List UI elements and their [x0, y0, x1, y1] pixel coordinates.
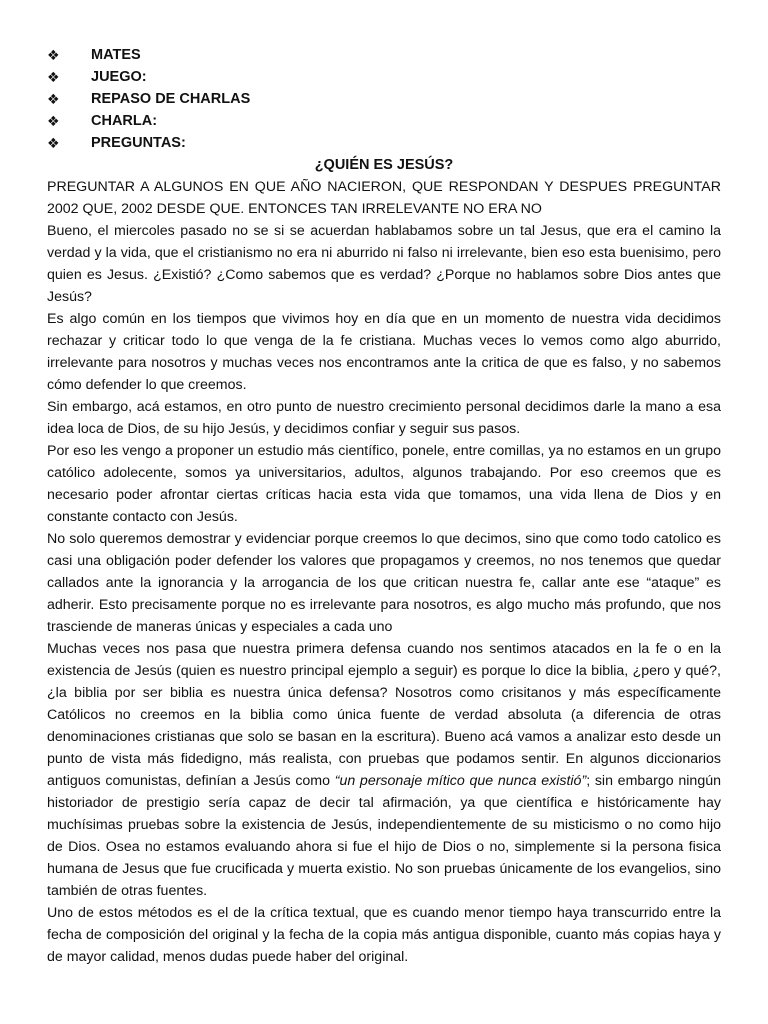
- outline-item-label: MATES: [91, 47, 141, 63]
- four-diamond-bullet-icon: ❖: [47, 113, 60, 129]
- four-diamond-bullet-icon: ❖: [47, 91, 60, 107]
- paragraph: No solo queremos demostrar y evidenciar porque creemos lo que decimos, sino que como todo catolico es casi una obligación poder defender los valores que propagamos y creemos, no nos tenemos que quedar callados ante la ignorancia y la arrogancia de los que critican nuestra fe, callar ante ese “ataque” es adherir. Esto precisamente porque no es irrelevante para nosotros, es algo mucho más profundo, que nos trasciende de maneras únicas y especiales a cada uno: [47, 531, 721, 635]
- outline-list: [47, 44, 721, 154]
- italic-quote: “un personaje mítico que nunca existió”: [334, 773, 587, 789]
- outline-item-charla: [47, 110, 721, 132]
- document-page: [47, 44, 721, 968]
- paragraph-with-quote: [47, 638, 721, 902]
- four-diamond-bullet-icon: ❖: [47, 47, 60, 63]
- four-diamond-bullet-icon: ❖: [47, 69, 60, 85]
- outline-item-label: CHARLA:: [91, 113, 158, 129]
- paragraph-text-start: Muchas veces nos pasa que nuestra primera defensa cuando nos sentimos atacados en la fe o en la existencia de Jesús (quien es nuestro principal ejemplo a seguir) es porque lo dice la biblia, ¿pero y qué?, ¿la biblia por ser biblia es nuestra única defensa? Nosotros como crisitanos y más específicamente Católicos no creemos en la biblia como única fuente de verdad absoluta (a diferencia de otras denominaciones cristianas que solo se basan en la escritura). Bueno acá vamos a analizar esto desde un punto de vista más fidedigno, más realista, con pruebas que podamos sentir. En algunos diccionarios antiguos comunistas, definían a Jesús como: [47, 641, 721, 789]
- outline-item-preguntas: [47, 132, 721, 154]
- outline-item-label: PREGUNTAS:: [91, 135, 186, 151]
- outline-item-label: JUEGO:: [91, 69, 147, 85]
- four-diamond-bullet-icon: ❖: [47, 135, 60, 151]
- paragraph-text-end: ; sin embargo ningún historiador de prestigio sería capaz de decir tal afirmación, ya que científica e históricamente hay muchísimas pruebas sobre la existencia de Jesús, independientemente de su misticismo o no como hijo de Dios. Osea no estamos evaluando ahora si fue el hijo de Dios o no, simplemente si la persona fisica humana de Jesus que fue crucificada y muerta existio. No son pruebas únicamente de los evangelios, sino también de otras fuentes.: [47, 773, 721, 899]
- document-title: ¿QUIÉN ES JESÚS?: [314, 157, 454, 173]
- outline-item-mates: [47, 44, 721, 66]
- outline-item-label: REPASO DE CHARLAS: [91, 91, 251, 107]
- document-body: [47, 176, 721, 968]
- outline-item-juego: [47, 66, 721, 88]
- paragraph: Bueno, el miercoles pasado no se si se acuerdan hablabamos sobre un tal Jesus, que era el camino la verdad y la vida, que el cristianismo no era ni aburrido ni falso ni irrelevante, bien eso esta buenisimo, pero quien es Jesus. ¿Existió? ¿Como sabemos que es verdad? ¿Porque no hablamos sobre Dios antes que Jesús?: [47, 223, 721, 305]
- paragraph: Sin embargo, acá estamos, en otro punto de nuestro crecimiento personal decidimos darle la mano a esa idea loca de Dios, de su hijo Jesús, y decidimos confiar y seguir sus pasos.: [47, 399, 721, 437]
- paragraph: Uno de estos métodos es el de la crítica textual, que es cuando menor tiempo haya transcurrido entre la fecha de composición del original y la fecha de la copia más antigua disponible, cuanto más copias haya y de mayor calidad, menos dudas puede haber del original.: [47, 905, 721, 965]
- paragraph-instructions: PREGUNTAR A ALGUNOS EN QUE AÑO NACIERON, QUE RESPONDAN Y DESPUES PREGUNTAR 2002 QUE, 2002 DESDE QUE. ENTONCES TAN IRRELEVANTE NO ERA NO: [47, 179, 721, 217]
- paragraph: Es algo común en los tiempos que vivimos hoy en día que en un momento de nuestra vida decidimos rechazar y criticar todo lo que venga de la fe cristiana. Muchas veces lo vemos como algo aburrido, irrelevante para nosotros y muchas veces nos encontramos ante la critica de que es falso, y no sabemos cómo defender lo que creemos.: [47, 311, 721, 393]
- paragraph: Por eso les vengo a proponer un estudio más científico, ponele, entre comillas, ya no estamos en un grupo católico adolecente, somos ya universitarios, adultos, algunos trabajando. Por eso creemos que es necesario poder afrontar ciertas críticas hacia esta vida que tomamos, una vida llena de Dios y en constante contacto con Jesús.: [47, 443, 721, 525]
- outline-item-repaso: [47, 88, 721, 110]
